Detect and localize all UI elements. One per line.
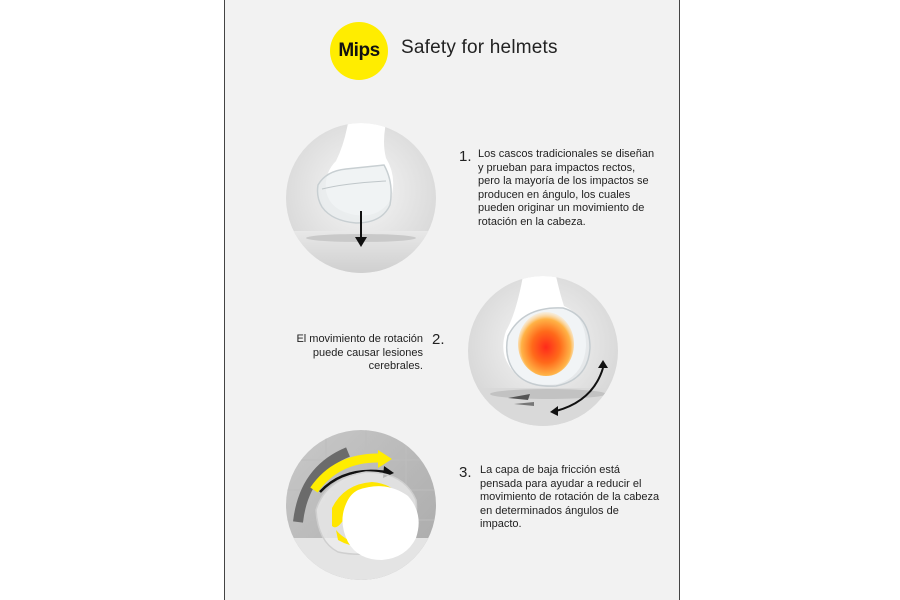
step-1-text: Los cascos tradicionales se diseñan y prueban para impactos rectos, pero la mayoría de los impactos se producen en ángulo, los cuales pueden originar un movimiento de rotación en la cabeza.: [478, 148, 655, 228]
step-1-number: 1.: [459, 148, 472, 165]
logo-text: Mips: [338, 40, 380, 61]
helmet-rotational-impact-illustration: [468, 276, 618, 426]
infographic-panel: [224, 0, 680, 600]
step-3-number: 3.: [459, 464, 472, 481]
step-2-text: El movimiento de rotación puede causar lesiones cerebrales.: [296, 333, 423, 372]
helmet-straight-impact-illustration: [286, 123, 436, 273]
tagline: Safety for helmets: [401, 37, 558, 58]
mips-logo: [330, 22, 388, 80]
mips-low-friction-layer-illustration: [286, 430, 436, 580]
step-2-number: 2.: [432, 331, 445, 348]
step-3-text: La capa de baja fricción está pensada para ayudar a reducir el movimiento de rotación de la cabeza en determinados ángulos de impacto.: [480, 464, 660, 530]
